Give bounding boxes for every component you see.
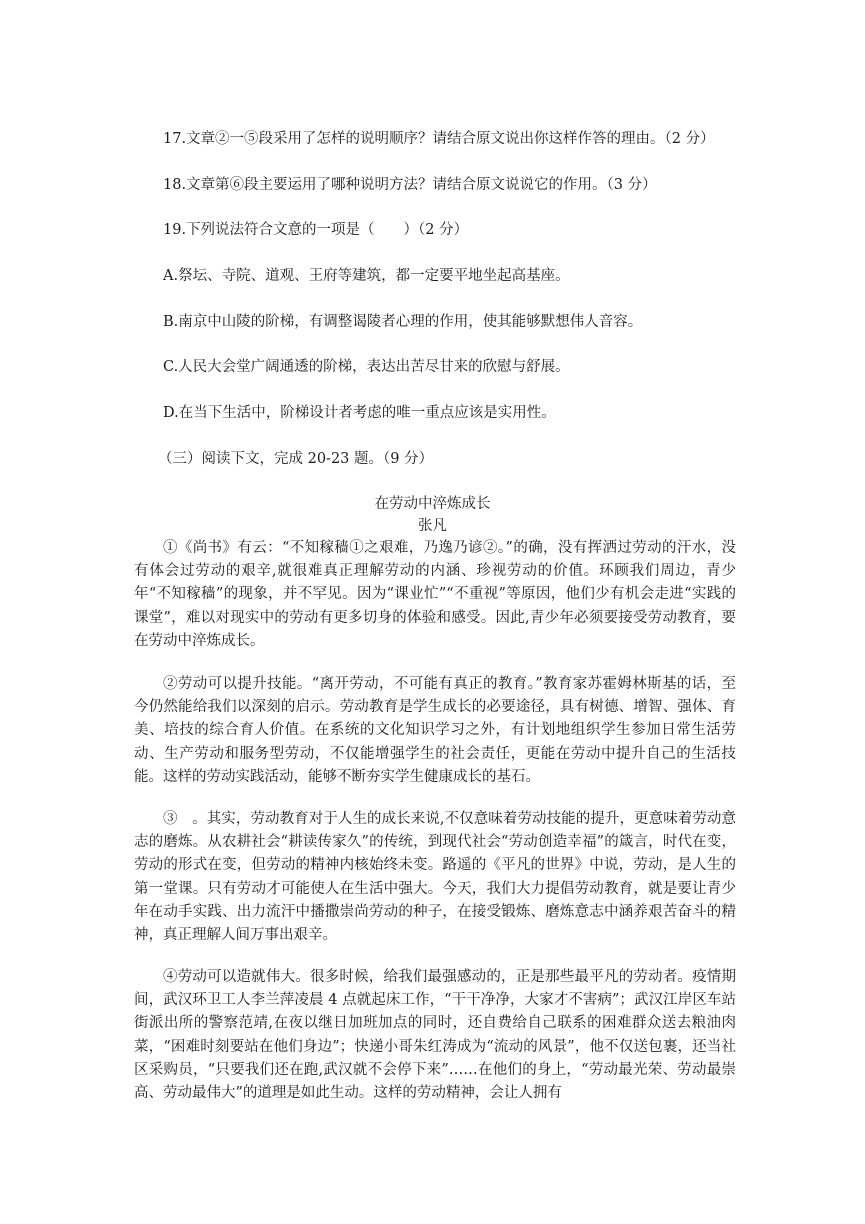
- question-19: 19.下列说法符合文意的一项是（ ）（2 分）: [163, 222, 469, 238]
- article-author: 张凡: [418, 518, 447, 534]
- option-b: B.南京中山陵的阶梯，有调整谒陵者心理的作用，使其能够默想伟人音容。: [163, 314, 643, 330]
- question-17: 17.文章②一⑤段采用了怎样的说明顺序？请结合原文说出你这样作答的理由。（2 分）: [163, 131, 715, 147]
- option-a: A.祭坛、寺院、道观、王府等建筑，都一定要平地坐起高基座。: [163, 268, 570, 284]
- paragraph-3: ③ 。其实，劳动教育对于人生的成长来说,不仅意味着劳动技能的提升，更意味着劳动意志的磨炼。从农耕社会“耕读传家久”的传统，到现代社会“劳动创造幸福”的箴言，时代在变，劳动的形式在变，但劳动的精神内核始终未变。路遥的《平凡的世界》中说，劳动，是人生的第一堂课。只有劳动才可能使人在生活中强大。今天，我们大力提倡劳动教育，就是要让青少年在动手实践、出力流汗中播撒崇尚劳动的种子，在接受锻炼、磨炼意志中涵养艰苦奋斗的精神，真正理解人间万事出艰辛。: [134, 811, 736, 944]
- question-18: 18.文章第⑥段主要运用了哪种说明方法？请结合原文说说它的作用。（3 分）: [163, 177, 657, 193]
- option-c: C.人民大会堂广阔通透的阶梯，表达出苦尽甘来的欣慰与舒展。: [163, 359, 570, 375]
- paragraph-1: ①《尚书》有云：“不知稼穑①之艰难，乃逸乃谚②。”的确，没有挥洒过劳动的汗水，没有体会过劳动的艰辛,就很难真正理解劳动的内涵、珍视劳动的价值。环顾我们周边，青少年“不知稼穑”的现象，并不罕见。因为“课业忙”“不重视”等原因，他们少有机会走进“实践的课堂”，难以对现实中的劳动有更多切身的体验和感受。因此,青少年必须要接受劳动教育，要在劳动中淬炼成长。: [134, 540, 736, 649]
- article-title: 在劳动中淬炼成长: [374, 496, 491, 512]
- section-heading: （三）阅读下文，完成 20-23 题。（9 分）: [158, 451, 434, 467]
- paragraph-2: ②劳动可以提升技能。“离开劳动，不可能有真正的教育。”教育家苏霍姆林斯基的话，至今仍然能给我们以深刻的启示。劳动教育是学生成长的必要途径，具有树德、增智、强体、育美、培技的综合育人价值。在系统的文化知识学习之外，有计划地组织学生参加日常生活劳动、生产劳动和服务型劳动，不仅能增强学生的社会责任，更能在劳动中提升自己的生活技能。这样的劳动实践活动，能够不断夯实学生健康成长的基石。: [134, 676, 736, 785]
- paragraph-4: ④劳动可以造就伟大。很多时候，给我们最强感动的，正是那些最平凡的劳动者。疫情期间，武汉环卫工人李兰萍凌晨 4 点就起床工作，“干干净净，大家才不害病”；武汉江岸区车站街派出所的警察范靖,在夜以继日加班加点的同时，还自费给自己联系的困难群众送去粮油肉菜，“困难时刻要站在他们身边”；快递小哥朱红涛成为“流动的风景”，他不仅送包裹，还当社区采购员，“只要我们还在跑,武汉就不会停下来”……在他们的身上，“劳动最光荣、劳动最崇高、劳动最伟大”的道理是如此生动。这样的劳动精神，会让人拥有: [134, 969, 736, 1102]
- option-d: D.在当下生活中，阶梯设计者考虑的唯一重点应该是实用性。: [163, 405, 556, 421]
